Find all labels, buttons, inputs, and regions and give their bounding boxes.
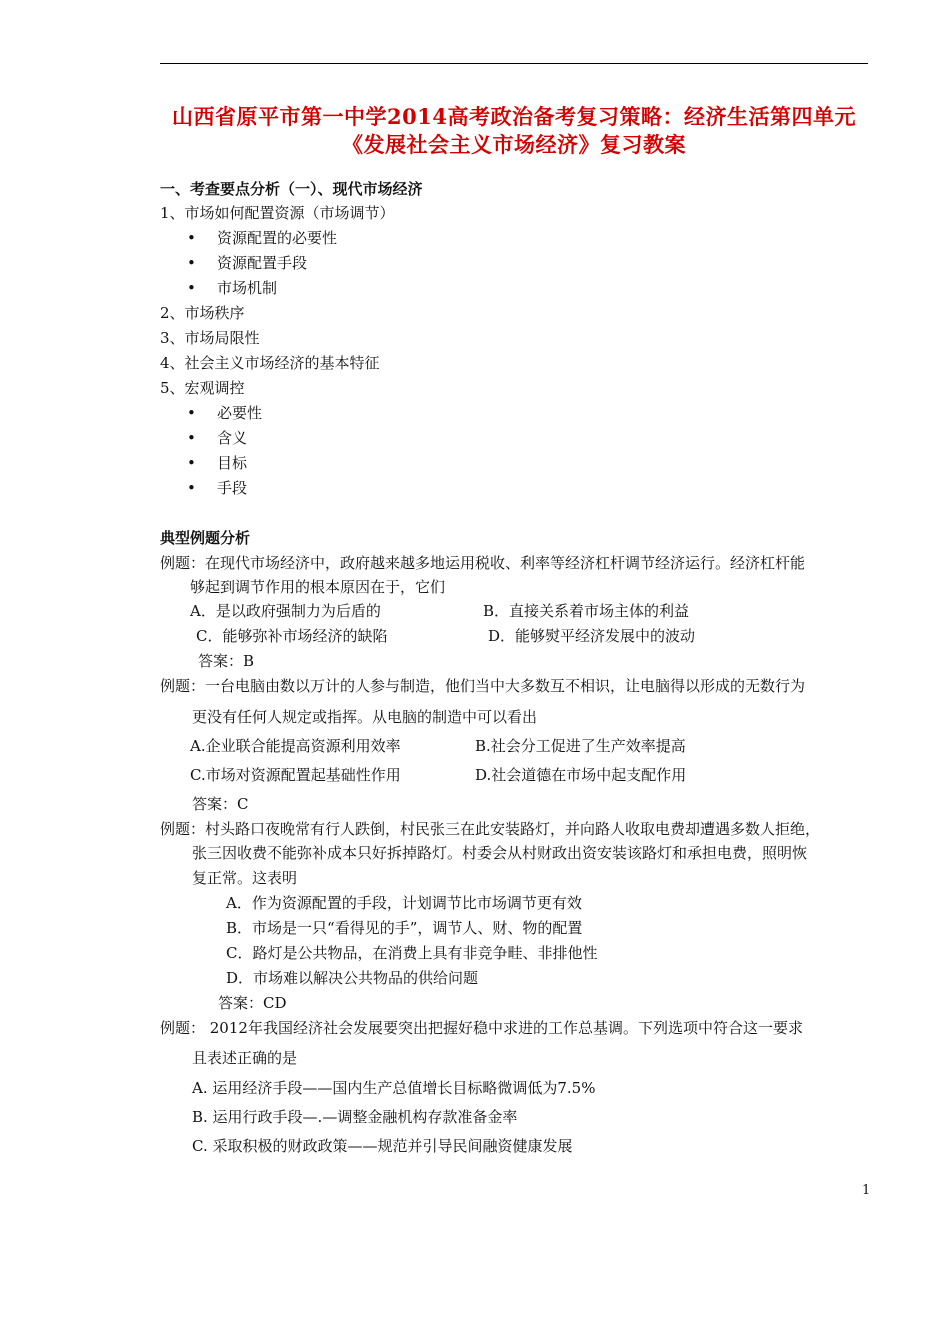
list-item: 2、市场秩序: [160, 304, 245, 322]
list-item: 3、市场局限性: [160, 329, 260, 347]
list-item: 含义: [217, 429, 248, 447]
question-text: 例题：一台电脑由数以万计的人参与制造，他们当中大多数互不相识，让电脑得以形成的无数行为: [160, 677, 806, 695]
option-text: B．直接关系着市场主体的利益: [483, 602, 690, 620]
list-item: 资源配置的必要性: [217, 229, 338, 247]
document-title-line2: 《发展社会主义市场经济》复习教案: [342, 132, 686, 157]
option-text: A．是以政府强制力为后盾的: [190, 602, 381, 620]
bullet-icon: •: [187, 254, 196, 272]
bullet-icon: •: [187, 404, 196, 422]
list-item: 1、市场如何配置资源（市场调节）: [160, 204, 395, 222]
question-text: 复正常。这表明: [192, 869, 298, 887]
answer-text: 答案：B: [198, 652, 255, 670]
option-text: C．能够弥补市场经济的缺陷: [196, 627, 388, 645]
option-text: A. 运用经济手段——国内生产总值增长目标略微调低为7.5%: [192, 1079, 596, 1097]
list-item: 资源配置手段: [217, 254, 308, 272]
question-text: 张三因收费不能弥补成本只好拆掉路灯。村委会从村财政出资安装该路灯和承担电费，照明恢: [192, 844, 808, 862]
document-title-line1: 山西省原平市第一中学2014高考政治备考复习策略：经济生活第四单元: [172, 104, 856, 129]
bullet-icon: •: [187, 279, 196, 297]
option-text: A.企业联合能提高资源利用效率: [190, 737, 401, 755]
bullet-icon: •: [187, 229, 196, 247]
question-text: 更没有任何人规定或指挥。从电脑的制造中可以看出: [192, 708, 538, 726]
option-text: C. 采取积极的财政政策——规范并引导民间融资健康发展: [192, 1137, 573, 1155]
question-text: 例题：在现代市场经济中，政府越来越多地运用税收、利率等经济杠杆调节经济运行。经济杠杆能: [160, 554, 806, 572]
list-item: 4、社会主义市场经济的基本特征: [160, 354, 380, 372]
page-number: 1: [862, 1183, 871, 1198]
option-text: B.社会分工促进了生产效率提高: [475, 737, 686, 755]
option-text: D．能够熨平经济发展中的波动: [488, 627, 696, 645]
answer-text: 答案：CD: [218, 994, 287, 1012]
section-heading: 一、考查要点分析（一）、现代市场经济: [160, 180, 423, 198]
question-text: 够起到调节作用的根本原因在于，它们: [190, 578, 446, 596]
option-text: C．路灯是公共物品，在消费上具有非竞争畦、非排他性: [226, 944, 598, 962]
list-item: 市场机制: [217, 279, 278, 297]
option-text: A．作为资源配置的手段，计划调节比市场调节更有效: [226, 894, 582, 912]
header-rule: [160, 63, 868, 64]
option-text: C.市场对资源配置起基础性作用: [190, 766, 401, 784]
list-item: 目标: [217, 454, 248, 472]
list-item: 手段: [217, 479, 248, 497]
section-heading: 典型例题分析: [160, 529, 251, 547]
list-item: 5、宏观调控: [160, 379, 245, 397]
question-text: 且表述正确的是: [192, 1049, 298, 1067]
question-text: 例题： 2012年我国经济社会发展要突出把握好稳中求进的工作总基调。下列选项中符合这一要求: [160, 1019, 803, 1037]
option-text: B. 运用行政手段—.—调整金融机构存款准备金率: [192, 1108, 518, 1126]
option-text: D.社会道德在市场中起支配作用: [475, 766, 687, 784]
list-item: 必要性: [217, 404, 263, 422]
bullet-icon: •: [187, 429, 196, 447]
option-text: B．市场是一只“看得见的手”，调节人、财、物的配置: [226, 919, 583, 937]
option-text: D．市场难以解决公共物品的供给问题: [226, 969, 479, 987]
answer-text: 答案：C: [192, 795, 249, 813]
bullet-icon: •: [187, 454, 196, 472]
bullet-icon: •: [187, 479, 196, 497]
question-text: 例题：村头路口夜晚常有行人跌倒，村民张三在此安装路灯，并向路人收取电费却遭遇多数人拒绝，: [160, 820, 821, 838]
